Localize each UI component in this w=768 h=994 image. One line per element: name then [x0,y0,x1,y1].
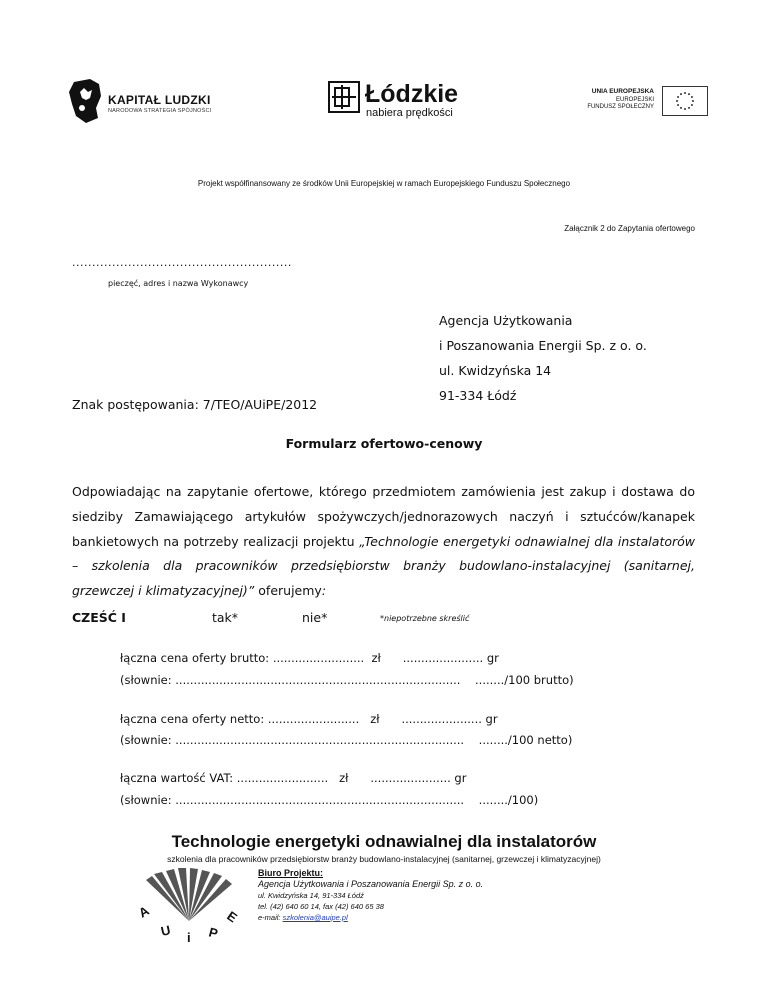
lodzkie-title: Łódzkie [365,80,459,108]
eu-flag-icon [662,86,708,116]
ue-line2: EUROPEJSKI [615,96,654,103]
office-name: Agencja Użytkowania i Poszanowania Energii Sp. z o. o. [258,879,484,889]
part-heading: CZEŚĆ I [72,610,126,625]
ue-label [587,88,654,112]
option-no[interactable]: nie* [302,610,328,625]
auipe-letter-a: A [136,902,152,921]
recipient-line4: 91-334 Łódź [439,388,517,403]
offer-paragraph [72,480,695,604]
paragraph-colon: : [321,583,327,599]
office-heading: Biuro Projektu: [258,868,324,878]
paragraph-tail: oferujemy [254,583,322,599]
kapital-ludzki-title: KAPITAŁ LUDZKI [108,93,211,107]
stamp-label: pieczęć, adres i nazwa Wykonawcy [108,279,249,288]
eu-star-icon [677,96,679,98]
gross-price-row[interactable]: łączna cena oferty brutto: ......................... zł ...................... gr [120,651,499,665]
form-title: Formularz ofertowo-cenowy [285,436,483,451]
lodzkie-subtitle: nabiera prędkości [366,107,453,119]
auipe-letter-i: i [187,930,191,945]
auipe-logo-icon [134,866,244,946]
strike-note: *niepotrzebne skreślić [380,614,470,623]
net-price-row[interactable]: łączna cena oferty netto: ......................... zł ...................... gr [120,712,498,726]
eu-star-icon [684,108,686,110]
stamp-dots: ....................................................... [72,256,292,269]
eu-star-icon [676,100,678,102]
recipient-line1: Agencja Użytkowania [439,313,573,328]
auipe-letter-u: U [159,922,172,939]
eu-star-icon [691,104,693,106]
project-name: „Technologie energetyki odnawialnej dla instalatorów – szkolenia dla pracowników przedsiębiorstw branży budowlano-instalacyjnej (sanitarnej, grzewczej i klimatyzacyjnej)” [72,533,696,599]
ue-line1: UNIA EUROPEJSKA [591,88,654,95]
office-email-label: e-mail: [258,913,283,922]
lodzkie-logo [328,81,360,117]
net-price-words-row[interactable]: (słownie: ............................................................................... ......../100 netto) [120,733,573,747]
eu-star-icon [680,107,682,109]
reference-number: Znak postępowania: 7/TEO/AUiPE/2012 [72,397,318,412]
recipient-line3: ul. Kwidzyńska 14 [439,363,552,378]
office-phone: tel. (42) 640 60 14, fax (42) 640 65 38 [258,902,384,911]
paragraph-text: Odpowiadając na zapytanie ofertowe, którego przedmiotem zamówienia jest zakup i dostawa do siedziby Zamawiającego artykułów spożywczych/jednorazowych naczyń i sztućców/kanapek bankietowych na potrzeby realizacji projektu [72,484,695,549]
annex-label: Załącznik 2 do Zapytania ofertowego [564,224,695,233]
project-office [258,868,483,923]
gross-price-words-row[interactable]: (słownie: .............................................................................. ......../100 brutto) [120,673,574,687]
vat-row[interactable]: łączna wartość VAT: ......................... zł ...................... gr [120,771,467,785]
eu-star-icon [692,100,694,102]
recipient-line2: i Poszanowania Energii Sp. z o. o. [439,338,647,353]
ue-line3: FUNDUSZ SPOŁECZNY [587,104,654,110]
co-funding-note: Projekt współfinansowany ze środków Unii Europejskiej w ramach Europejskiego Funduszu Społecznego [197,179,571,188]
option-yes[interactable]: tak* [212,610,239,625]
auipe-letter-p: P [207,924,220,942]
office-email-link[interactable]: szkolenia@auipe.pl [282,913,348,922]
footer-subtitle: szkolenia dla pracowników przedsiębiorstw branży budowlano-instalacyjnej (sanitarnej, grzewczej i klimatyzacyjnej) [167,854,601,864]
poland-map-icon [68,78,104,124]
eu-star-icon [688,93,690,95]
eu-star-icon [684,92,686,94]
vat-words-row[interactable]: (słownie: ............................................................................... ......../100) [120,793,539,807]
footer-title: Technologie energetyki odnawialnej dla instalatorów [171,832,597,851]
lodzkie-emblem-icon [328,81,360,113]
eu-star-icon [680,93,682,95]
office-address: ul. Kwidzyńska 14, 91-334 Łódź [258,891,364,900]
auipe-letter-e: E [224,908,240,926]
kapital-ludzki-subtitle: NARODOWA STRATEGIA SPÓJNOŚCI [108,108,212,114]
eu-star-icon [691,96,693,98]
eu-star-icon [677,104,679,106]
eu-star-icon [688,107,690,109]
